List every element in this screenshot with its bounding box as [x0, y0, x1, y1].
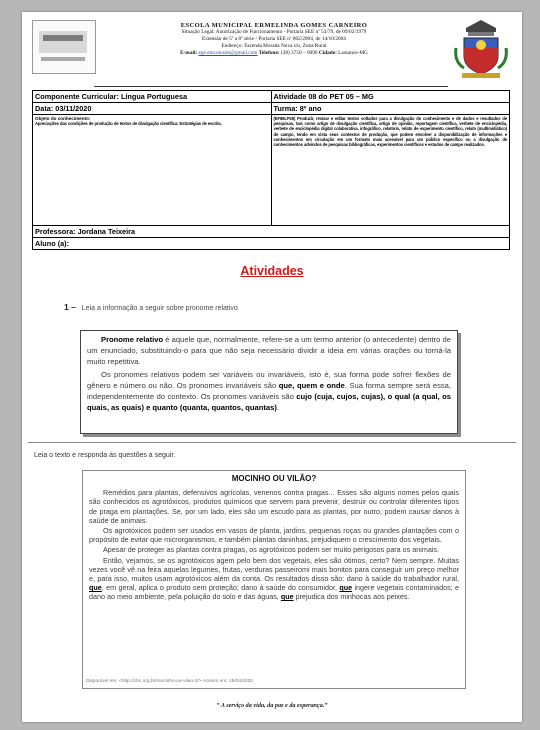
school-logo: [32, 20, 96, 74]
question-1: [64, 302, 238, 312]
document-page: [22, 12, 522, 722]
activities-title: Atividades: [240, 264, 304, 278]
school-name: ESCOLA MUNICIPAL ERMELINDA GOMES CARNEIRO: [180, 22, 368, 29]
activity-info-table: [32, 90, 510, 250]
city-coat-of-arms-icon: [452, 18, 510, 80]
teacher-cell: Professora: Jordana Teixeira: [33, 226, 510, 238]
reading-paragraph-4: Então, vejamos, se os agrotóxicos agem pelo bem dos vegetais, eles são ótimos, certo? Nem sempre. Muitas vezes você vê na feira aquelas legumes, frutas, verduras passeiromi mais bonitos para conseguir um preço melhor e, para isso, muitos usam agrotóxicos além da conta. Os resultados disso são: dano à saúde do trabalhador rural, que, em geral, aplica o produto sem proteção; dano à saúde do consumidor, que ingere vegetais contaminados; e dano ao meio ambiente, pela poluição do solo e das águas, que prejudica dos minhocas aos peixes.: [89, 555, 460, 602]
school-contact-line: E-mail: ege.emcolosdo@gmail.com Telefone: (38) 3750 – 0096 Cidade: Lassance-MG: [180, 50, 368, 56]
knowledge-object-cell: [33, 115, 272, 226]
relative-pronoun-info-box: [80, 330, 458, 434]
school-extension-line: Extensão de 5º a 8º série - Portaria SEE nº 802/2004, de 14/10/2004: [202, 36, 346, 42]
date-cell: Data: 03/11/2020: [33, 103, 272, 115]
reading-instruction: Leia o texto e responda às questões a seguir.: [34, 452, 176, 459]
section-divider: [28, 442, 516, 443]
reading-text-title: MOCINHO OU VILÃO?: [231, 474, 317, 483]
student-name-field[interactable]: Aluno (a):: [33, 238, 510, 250]
reading-paragraph-2: Os agrotóxicos podem ser usados em vasos de planta, jardins, pequenas roças ou grandes plantações com o propósito de evitar que microrganismos, e também plantas daninhas, prejudiquem o crescimento dos vegetais.: [89, 526, 459, 545]
school-legal-line: Situação Legal: Autorização de Funcionamento - Portaria SEE nº 53/79, de 09/02/1979: [181, 29, 367, 35]
school-email-link[interactable]: ege.emcolosdo@gmail.com: [198, 50, 258, 56]
question-1-number: 1 –: [64, 302, 76, 312]
reading-text-box: [82, 470, 466, 689]
footer-motto: “ A serviço da vida, da paz e da esperança.”: [216, 702, 328, 709]
activity-cell: Atividade 08 do PET 05 – MG: [271, 91, 510, 103]
school-header: [32, 16, 510, 90]
knowledge-object-text: Apreciações das condições de produção de textos de divulgação científica: Estratégias de escrita.: [35, 121, 222, 126]
source-citation: Disponível em: <http://chc.org.br/mocinho-ou-vilao-2/> Acesso em: 15/04/2020: [86, 679, 253, 684]
knowledge-object-label: Objeto do conhecimento:: [35, 116, 91, 121]
class-cell: Turma: 8º ano: [271, 103, 510, 115]
component-cell: Componente Curricular: Língua Portuguesa: [33, 91, 272, 103]
school-address-line: Endereço: Fazenda Morada Nova s/n, Zona Rural: [221, 43, 327, 49]
reading-paragraph-3: Apesar de proteger as plantas contra pragas, os agrotóxicos podem ser muito perigosos para os animais.: [103, 545, 439, 555]
skill-cell: (EF89LP25) Produzir, revisar e editar textos voltados para a divulgação do conhecimento e de dados e resultados de pesquisas, tais como artigo de divulgação científica, artigo de opinião, reportagem científica, verbete de enciclopédia, verbete de enciclopédia digital colaborativa, infográfico, relatório, relato de experimento científico, relato (multimidiático) de campo, tendo em vista seus contextos de produção, que podem envolver a disponibilização de informações e conhecimentos em circulação em um formato mais acessível para um público específico ou a divulgação de conhecimentos advindos de pesquisas bibliográficas, experimentos científicos e estudos de campo realizados.: [271, 115, 510, 226]
school-info: [100, 22, 448, 57]
reading-paragraph-1: Remédios para plantas, defensivos agrícolas, venenos contra pragas... Esses são alguns nomes pelos quais são conhecidos os agrotóxicos, produtos químicos que servem para prevenir, destruir ou controlar diferentes tipos de praga em plantações. Se, por um lado, eles são um escudo para as plantas, por outro, podem causar danos à saúde de animais.: [89, 488, 459, 525]
info-paragraph-2: Os pronomes relativos podem ser variáveis ou invariáveis, isto é, sua forma pode sofrer flexões de gênero e número ou não. Os pronomes invariáveis são que, quem e onde. Sua forma sempre será essa, independentemente do contexto. Os pronomes variáveis são cujo (cuja, cujos, cujas), o qual (a qual, os quais, as quais) e quanto (quanta, quantos, quantas).: [87, 370, 451, 412]
question-1-text: Leia a informação a seguir sobre pronome relativo: [81, 305, 238, 312]
info-paragraph-1: Pronome relativo é aquele que, normalmente, refere-se a um termo anterior (o antecedente) dentro de um enunciado, substituindo-o para que não seja necessário dividir a ideia em várias orações ou torná-la muito repetitiva.: [87, 335, 451, 366]
